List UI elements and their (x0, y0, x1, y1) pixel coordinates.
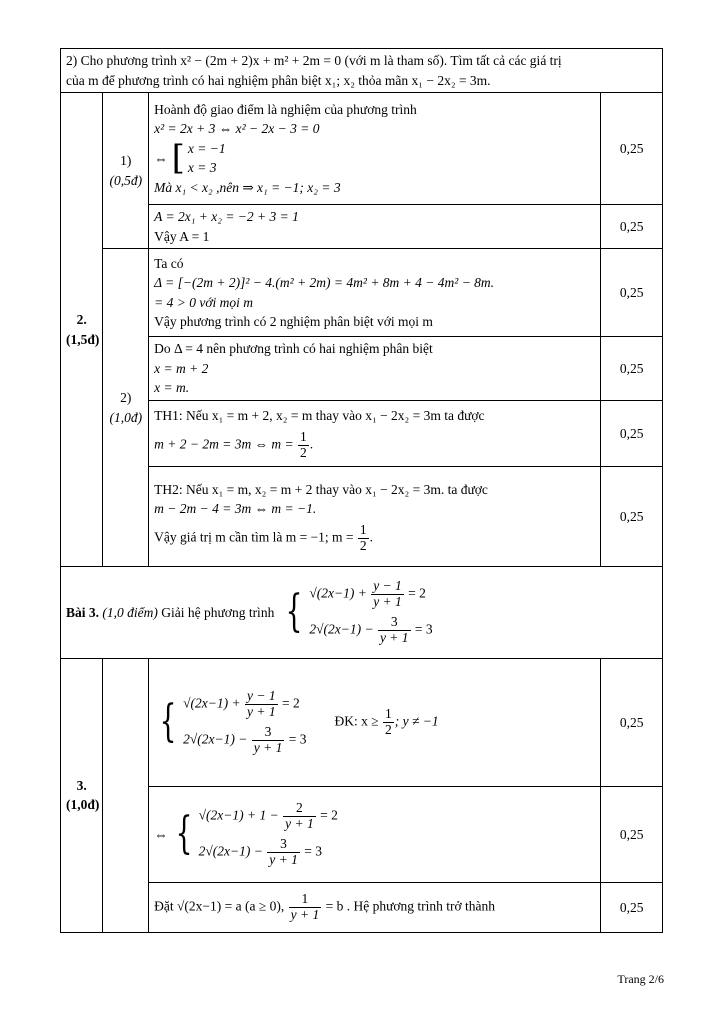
case-2-result: m − 2m − 4 = 3m ⇔ m = −1. (154, 501, 317, 517)
discriminant-result: = 4 > 0 với mọi m (154, 294, 254, 310)
part-1-solution-1 (149, 93, 601, 205)
denominator: y + 1 (373, 593, 402, 609)
system-equations (183, 689, 306, 756)
section-2-part-2-row-1 (61, 249, 663, 337)
system (154, 801, 338, 868)
fraction (371, 579, 404, 610)
fraction (283, 801, 316, 832)
case-1: x = −1 (187, 140, 226, 156)
denominator: y + 1 (285, 815, 314, 831)
section-2-label (61, 93, 103, 567)
section-2-part-1-row-1 (61, 93, 663, 205)
numerator: 2 (283, 801, 316, 817)
eq-part: = 2 (281, 695, 300, 711)
bai-3-title: Bài 3. (66, 604, 100, 620)
score-cell: 0,25 (601, 466, 663, 566)
eq-part: = 2 (408, 585, 426, 601)
section-2-points: (1,5đ) (66, 331, 100, 347)
numerator: 1 (289, 892, 322, 908)
score-cell: 0,25 (601, 93, 663, 205)
section-2-number: 2. (76, 311, 87, 327)
section-3-row-1 (61, 658, 663, 786)
fraction (378, 615, 411, 646)
system-equations (309, 579, 432, 646)
fraction (267, 837, 300, 868)
section-2-part-2-row-3 (61, 400, 663, 466)
section-2-part-2-row-2 (61, 337, 663, 401)
answer-key-table (60, 48, 663, 933)
condition-text: ĐK: x ≥ (334, 713, 379, 729)
section-3-empty (103, 658, 149, 932)
conclusion-line: Mà x₁ < x₂ ,nên ⇒ x₁ = −1; x₂ = 3 (154, 179, 341, 195)
substitution-text: = b . Hệ phương trình trở thành (325, 898, 496, 914)
text-line: Ta có (154, 255, 184, 271)
part-2-number: 2) (120, 390, 132, 406)
part-2-label (103, 249, 149, 567)
part-2-solution-4 (149, 466, 601, 566)
system-eq-2 (199, 837, 338, 868)
bai-3-line (66, 579, 433, 646)
part-1-number: 1) (120, 153, 132, 169)
eq-part: 2√(2x−1) − (183, 731, 248, 747)
substitution-text: Đặt √(2x−1) = a (a ≥ 0), (154, 898, 285, 914)
text-line: Do Δ = 4 nên phương trình có hai nghiệm phân biệt (154, 341, 433, 357)
bracket-icon: [ (171, 138, 185, 179)
case-1-result (154, 430, 595, 461)
fraction (383, 707, 394, 738)
numerator: 1 (385, 706, 392, 722)
case-lines (188, 139, 226, 178)
case-1-line: TH1: Nếu x₁ = m + 2, x₂ = m thay vào x₁ − 2x₂ = 3m ta được (154, 408, 485, 424)
section-3-points: (1,0đ) (66, 797, 100, 813)
equation-text: m + 2 − 2m = 3m ⇔ m = (154, 436, 294, 452)
case-2: x = 3 (187, 160, 217, 176)
page-number: Trang 2/6 (617, 972, 664, 986)
system-eq-1 (183, 689, 306, 720)
eq-part: = 3 (414, 621, 433, 637)
part-2-solution-3 (149, 400, 601, 466)
system-eq-2 (309, 615, 432, 646)
part-1-points: (0,5đ) (109, 172, 143, 188)
case-2-line: TH2: Nếu x₁ = m, x₂ = m + 2 thay vào x₁ − 2x₂ = 3m. ta được (154, 481, 488, 497)
answer-text: Vậy giá trị m cần tìm là m = −1; m = (154, 529, 354, 545)
bai-3-statement (61, 566, 663, 658)
section-3-solution-1 (149, 658, 601, 786)
question-2-header-row (61, 49, 663, 93)
question-2-statement (61, 49, 663, 93)
fraction (358, 523, 369, 554)
eq-part: = 3 (288, 731, 307, 747)
numerator: 1 (300, 428, 307, 444)
equation-line: A = 2x₁ + x₂ = −2 + 3 = 1 (154, 209, 299, 225)
section-3-solution-3 (149, 882, 601, 932)
denominator: y + 1 (253, 740, 283, 756)
score-cell: 0,25 (601, 658, 663, 786)
section-3-label (61, 658, 103, 932)
system-eq-1 (199, 801, 338, 832)
fraction (245, 689, 278, 720)
denominator: y + 1 (246, 703, 276, 719)
part-2-solution-1 (149, 249, 601, 337)
condition (334, 707, 438, 738)
eq-part: = 2 (320, 807, 338, 823)
fraction (252, 725, 285, 756)
section-3-row-3 (61, 882, 663, 932)
denominator: 2 (359, 537, 367, 553)
bai-3-header-row (61, 566, 663, 658)
score-cell: 0,25 (601, 205, 663, 249)
equiv-symbol: ⇔ (154, 150, 168, 166)
numerator: y − 1 (373, 577, 402, 593)
root-2: x = m. (154, 380, 190, 396)
numerator: 3 (252, 725, 285, 741)
part-2-points: (1,0đ) (109, 409, 143, 425)
score-cell: 0,25 (601, 249, 663, 337)
part-1-solution-2 (149, 205, 601, 249)
eq-part: 2√(2x−1) − (198, 843, 263, 859)
section-2-part-2-row-4 (61, 466, 663, 566)
system (154, 689, 439, 756)
numerator: 3 (267, 837, 300, 853)
section-3-solution-2 (149, 786, 601, 882)
system-eq-2 (183, 725, 306, 756)
system-equations (199, 801, 338, 868)
part-1-label (103, 93, 149, 249)
fraction (289, 892, 322, 923)
eq-part: = 3 (304, 843, 322, 859)
bai-3-points: (1,0 điểm) (102, 604, 158, 620)
fraction (298, 430, 309, 461)
eq-part: √(2x−1) + (183, 695, 241, 711)
system-eq-1 (309, 579, 432, 610)
conclusion-line: Vậy A = 1 (154, 228, 210, 244)
root-1: x = m + 2 (154, 360, 209, 376)
numerator: 1 (359, 521, 367, 537)
denominator: 2 (300, 444, 307, 460)
final-answer (154, 523, 595, 554)
equiv-symbol: ⇔ (154, 826, 168, 842)
section-3-row-2 (61, 786, 663, 882)
question-2-line-2: của m để phương trình có hai nghiệm phân biệt x₁; x₂ thỏa mãn x₁ − 2x₂ = 3m. (66, 72, 491, 88)
score-cell: 0,25 (601, 337, 663, 401)
case-system (154, 139, 225, 178)
score-cell: 0,25 (601, 400, 663, 466)
section-3-number: 3. (76, 777, 87, 793)
conclusion-line: Vậy phương trình có 2 nghiệm phân biệt với mọi m (154, 314, 433, 330)
bai-3-text: Giải hệ phương trình (161, 604, 275, 620)
numerator: 3 (378, 615, 411, 631)
part-2-solution-2 (149, 337, 601, 401)
eq-part: 2√(2x−1) − (309, 621, 374, 637)
denominator: y + 1 (379, 630, 409, 646)
denominator: y + 1 (269, 852, 298, 868)
denominator: 2 (385, 721, 392, 737)
section-2-part-1-row-2 (61, 205, 663, 249)
eq-part: √(2x−1) + 1 − (198, 807, 279, 823)
period: . (309, 436, 314, 452)
brace-icon: { (285, 586, 303, 638)
condition-text: ; y ≠ −1 (394, 713, 439, 729)
question-2-line-1: 2) Cho phương trình x² − (2m + 2)x + m² + 2m = 0 (với m là tham số). Tìm tất cả các giá trị (66, 53, 562, 68)
period: . (369, 529, 374, 545)
score-cell: 0,25 (601, 786, 663, 882)
brace-icon: { (159, 696, 177, 748)
brace-icon: { (175, 808, 193, 860)
score-cell: 0,25 (601, 882, 663, 932)
denominator: y + 1 (290, 906, 320, 922)
discriminant-line: Δ = [−(2m + 2)]² − 4.(m² + 2m) = 4m² + 8m + 4 − 4m² − 8m. (154, 275, 495, 291)
eq-part: √(2x−1) + (309, 585, 367, 601)
equation-line: x² = 2x + 3 ⇔ x² − 2x − 3 = 0 (154, 121, 320, 137)
text-line: Hoành độ giao điểm là nghiệm của phương trình (154, 101, 417, 117)
numerator: y − 1 (246, 687, 276, 703)
